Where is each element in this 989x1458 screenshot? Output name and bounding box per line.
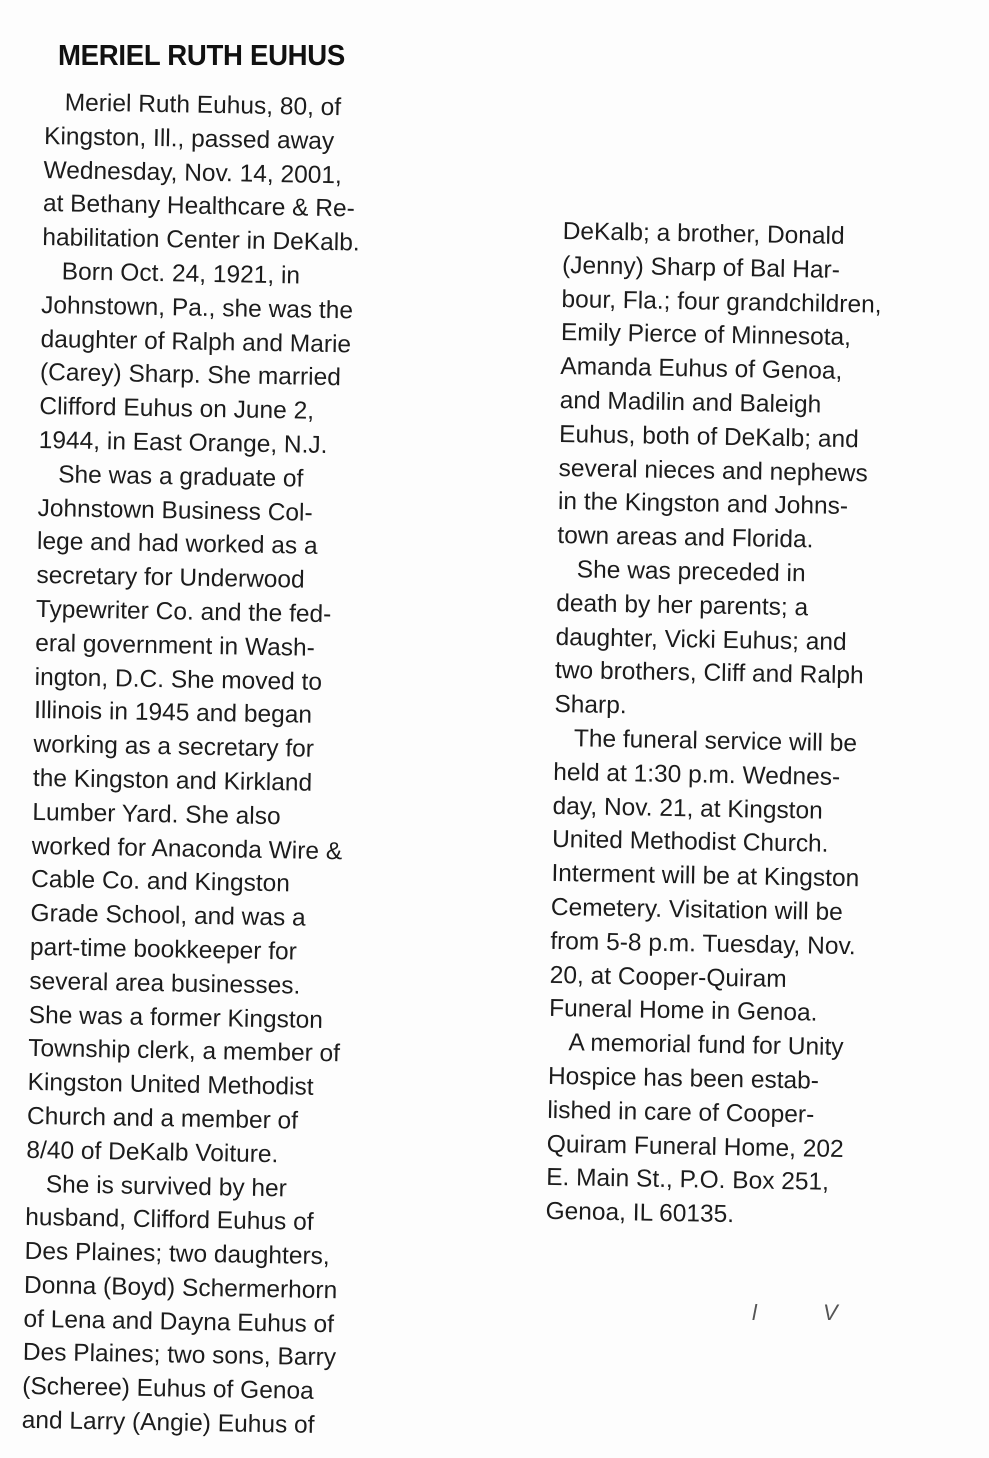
text-line: The funeral service will be bbox=[573, 725, 858, 758]
text-line: (Scheree) Euhus of Genoa bbox=[22, 1373, 314, 1406]
right-column bbox=[545, 215, 883, 1234]
text-line: Church and a member of bbox=[26, 1102, 299, 1135]
text-line: 8/40 of DeKalb Voiture. bbox=[26, 1136, 279, 1168]
text-line: two brothers, Cliff and Ralph bbox=[554, 657, 864, 690]
text-line: the Kingston and Kirkland bbox=[32, 764, 313, 797]
text-line: Hospice has been estab- bbox=[547, 1062, 820, 1095]
text-line: several area businesses. bbox=[29, 967, 301, 1000]
text-line: She was preceded in bbox=[576, 556, 806, 588]
text-line: secretary for Underwood bbox=[36, 562, 305, 594]
text-line: 1944, in East Orange, N.J. bbox=[38, 426, 328, 459]
text-line: working as a secretary for bbox=[33, 731, 315, 763]
text-line: bour, Fla.; four grandchildren, bbox=[561, 285, 882, 319]
text-line: Interment will be at Kingston bbox=[551, 860, 860, 893]
handwritten-mark: V bbox=[823, 1300, 838, 1325]
text-line: Township clerk, a member of bbox=[27, 1035, 341, 1068]
text-line: She was a former Kingston bbox=[28, 1001, 324, 1034]
text-line: Grade School, and was a bbox=[30, 900, 306, 932]
text-line: daughter, Vicki Euhus; and bbox=[555, 623, 847, 656]
text-line: Kingston, Ill., passed away bbox=[43, 122, 335, 155]
text-line: She is survived by her bbox=[45, 1170, 288, 1202]
text-line: Cable Co. and Kingston bbox=[30, 866, 291, 898]
text-line: Sharp. bbox=[554, 691, 627, 720]
text-line: (Carey) Sharp. She married bbox=[39, 359, 342, 392]
text-line: Clifford Euhus on June 2, bbox=[39, 393, 315, 425]
text-line: Born Oct. 24, 1921, in bbox=[61, 258, 301, 290]
text-line: habilitation Center in DeKalb. bbox=[42, 224, 360, 257]
text-line: Genoa, IL 60135. bbox=[545, 1197, 735, 1229]
text-line: Quiram Funeral Home, 202 bbox=[546, 1130, 844, 1163]
text-line: Johnstown, Pa., she was the bbox=[40, 291, 354, 325]
obituary-headline: MERIEL RUTH EUHUS bbox=[58, 40, 346, 72]
text-line: DeKalb; a brother, Donald bbox=[562, 217, 845, 250]
handwritten-marks bbox=[752, 1300, 898, 1326]
text-line: Amanda Euhus of Genoa, bbox=[560, 353, 843, 386]
text-line: in the Kingston and Johns- bbox=[557, 488, 849, 521]
text-line: Des Plaines; two sons, Barry bbox=[22, 1339, 337, 1372]
text-line: Meriel Ruth Euhus, 80, of bbox=[64, 89, 342, 122]
text-line: town areas and Florida. bbox=[557, 522, 814, 554]
text-line: Typewriter Co. and the fed- bbox=[35, 595, 332, 629]
text-line: several nieces and nephews bbox=[558, 454, 868, 487]
text-line: Cemetery. Visitation will be bbox=[550, 893, 843, 926]
text-line: She was a graduate of bbox=[57, 461, 304, 493]
text-line: 20, at Cooper-Quiram bbox=[549, 961, 787, 993]
text-line: death by her parents; a bbox=[555, 589, 809, 622]
text-line: daughter of Ralph and Marie bbox=[40, 325, 352, 358]
text-line: Euhus, both of DeKalb; and bbox=[558, 420, 860, 453]
text-line: lished in care of Cooper- bbox=[547, 1096, 815, 1129]
text-line: eral government in Wash- bbox=[35, 629, 316, 662]
text-line: worked for Anaconda Wire & bbox=[31, 832, 343, 865]
text-line: and Larry (Angie) Euhus of bbox=[21, 1406, 315, 1439]
text-line: Illinois in 1945 and began bbox=[33, 697, 313, 730]
text-line: Johnstown Business Col- bbox=[37, 494, 313, 527]
text-line: husband, Clifford Euhus of bbox=[25, 1204, 314, 1237]
text-line: lege and had worked as a bbox=[36, 528, 318, 561]
handwritten-mark: l bbox=[752, 1300, 757, 1325]
text-line: part-time bookkeeper for bbox=[29, 933, 298, 966]
text-line: and Madilin and Baleigh bbox=[559, 386, 822, 419]
text-line: held at 1:30 p.m. Wednes- bbox=[553, 758, 841, 791]
left-column bbox=[21, 86, 362, 1443]
text-line: Donna (Boyd) Schermerhorn bbox=[23, 1271, 338, 1305]
text-line: ington, D.C. She moved to bbox=[34, 663, 323, 696]
text-line: Emily Pierce of Minnesota, bbox=[560, 319, 852, 352]
text-line: day, Nov. 21, at Kingston bbox=[552, 792, 824, 825]
text-line: at Bethany Healthcare & Re- bbox=[42, 190, 356, 223]
text-line: (Jenny) Sharp of Bal Har- bbox=[561, 251, 841, 284]
text-line: United Methodist Church. bbox=[551, 826, 829, 859]
text-line: of Lena and Dayna Euhus of bbox=[23, 1305, 335, 1338]
text-line: E. Main St., P.O. Box 251, bbox=[545, 1164, 830, 1197]
text-line: Lumber Yard. She also bbox=[32, 798, 281, 830]
text-line: Wednesday, Nov. 14, 2001, bbox=[43, 156, 343, 189]
text-line: A memorial fund for Unity bbox=[568, 1029, 844, 1062]
text-line: Des Plaines; two daughters, bbox=[24, 1237, 330, 1271]
text-line: Funeral Home in Genoa. bbox=[548, 995, 818, 1027]
text-line: from 5-8 p.m. Tuesday, Nov. bbox=[550, 927, 856, 960]
text-line: Kingston United Methodist bbox=[27, 1068, 314, 1101]
